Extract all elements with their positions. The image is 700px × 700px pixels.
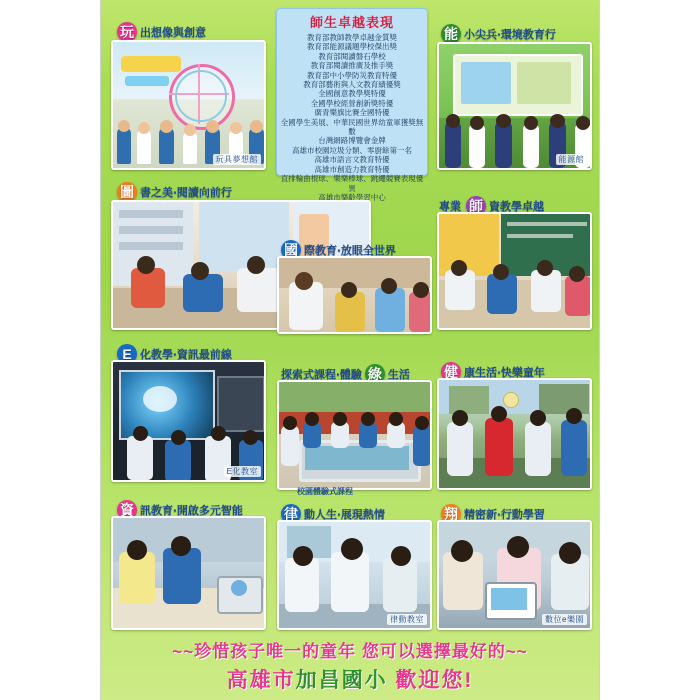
honours-list: [279, 33, 425, 202]
section-heading-energy: [441, 24, 556, 44]
section-headline-reading: 書之美‧閱讀向前行: [140, 187, 232, 199]
photo-caption-play: 玩具夢想館: [213, 154, 262, 165]
honour-item: 全國學校經營創新獎特優: [310, 98, 394, 108]
photo-card-teacher: [437, 212, 592, 330]
section-heading-reading: [117, 182, 232, 202]
photo-caption-rhythm: 律動教室: [387, 614, 427, 625]
section-headline-digital: 精密新‧行動學習: [464, 509, 545, 521]
badge-health: 健: [441, 362, 461, 382]
honour-item: 廣青樂旗比賽全國特優: [314, 108, 390, 118]
badge-reading: 圖: [117, 182, 137, 202]
section-headline-health: 康生活‧快樂童年: [464, 367, 545, 379]
honour-item: 教育部教師教學卓越金質獎: [307, 33, 397, 42]
badge-etech: E: [117, 344, 137, 364]
badge-play: 玩: [117, 22, 137, 42]
badge-global: 國: [281, 240, 301, 260]
photo-caption-energy: 能源館: [556, 154, 588, 165]
honour-item: 高雄市樂齡學習中心: [318, 192, 386, 202]
photo-play: [113, 42, 264, 168]
photo-card-green: [277, 380, 432, 490]
honour-item: 全國創意教學獎特優: [318, 89, 386, 99]
photo-card-info: [111, 516, 266, 630]
honour-item: 高雄市創造力教育特優: [314, 164, 390, 174]
badge-rhythm: 律: [281, 504, 301, 524]
honour-item: 直排輪曲棍球、樂樂棒球、跳繩競賽表現優異: [280, 174, 424, 193]
footer-city: 高雄市: [226, 669, 296, 692]
photo-card-rhythm: [277, 520, 432, 630]
section-headline-energy: 小尖兵‧環境教育行: [464, 29, 556, 41]
photo-energy: [439, 44, 590, 168]
footer-line-1: ~~珍惜孩子唯一的童年 您可以選擇最好的~~: [172, 642, 528, 661]
section-heading-green: 探索式課程‧體驗 綠 生活: [281, 366, 410, 382]
section-headline-play: 出想像與創意: [140, 27, 206, 39]
badge-energy: 能: [441, 24, 461, 44]
photo-card-play: [111, 40, 266, 170]
poster-footer: [101, 637, 599, 694]
section-headline-rhythm: 動人生‧展現熱情: [304, 509, 385, 521]
section-heading-teacher: 專業 師 資教學卓越: [439, 198, 544, 214]
photo-etech: [113, 362, 264, 480]
page-margin-left: [0, 0, 100, 700]
photo-caption-etech: E化教室: [224, 466, 261, 477]
photo-card-energy: [437, 42, 592, 170]
photo-card-global: [277, 256, 432, 334]
honours-panel: [276, 8, 428, 202]
section-heading-play: [117, 22, 206, 42]
badge-digital: 翔: [441, 504, 461, 524]
honour-item: 台灣網路博覽會金牌: [318, 136, 386, 146]
photo-card-digital: [437, 520, 592, 630]
photo-digital: [439, 522, 590, 628]
honour-item: 教育部閱讀推廣及推手獎: [310, 61, 394, 71]
badge-green: 綠: [365, 364, 385, 384]
photo-card-etech: [111, 360, 266, 482]
badge-teacher: 師: [466, 196, 486, 216]
honour-item: 高雄市語言文教育特優: [314, 155, 390, 165]
honour-item: 教育部中小學防災教育特優: [307, 70, 397, 80]
photo-green: [279, 382, 430, 488]
poster-page: [100, 0, 600, 700]
footer-line-2: [101, 664, 599, 694]
photo-global: [279, 258, 430, 332]
section-headline-etech: 化教學‧資訊最前線: [140, 349, 232, 361]
honour-item: 教育部閱讀磐石學校: [318, 51, 386, 61]
photo-caption-digital: 數位e樂園: [542, 614, 587, 625]
section-headline-global: 際教育‧放眼全世界: [304, 245, 396, 257]
photo-info: [113, 518, 264, 628]
footer-school: 加昌國小: [295, 669, 388, 692]
photo-teacher: [439, 214, 590, 328]
photo-card-health: [437, 378, 592, 490]
honour-item: 高雄市校園垃圾分類、零廚餘第一名: [292, 145, 412, 155]
page-margin-right: [600, 0, 700, 700]
honour-item: 全國學生美展、中華民國世界幼童軍獲獎無數: [280, 117, 424, 137]
photo-health: [439, 380, 590, 488]
honour-item: 教育部能源議題學校傑出獎: [307, 42, 397, 52]
photo-caption-green: 校園體驗式課程: [297, 487, 353, 496]
section-headline-teacher: 資教學卓越: [489, 201, 544, 213]
section-headline-info: 訊教育‧開啟多元智能: [140, 505, 243, 517]
honours-title: 師生卓越表現: [309, 15, 394, 30]
footer-welcome: 歡迎您!: [387, 669, 474, 692]
photo-rhythm: [279, 522, 430, 628]
badge-info: 資: [117, 500, 137, 520]
honour-item: 教育部藝術與人文教育績優獎: [303, 80, 401, 90]
